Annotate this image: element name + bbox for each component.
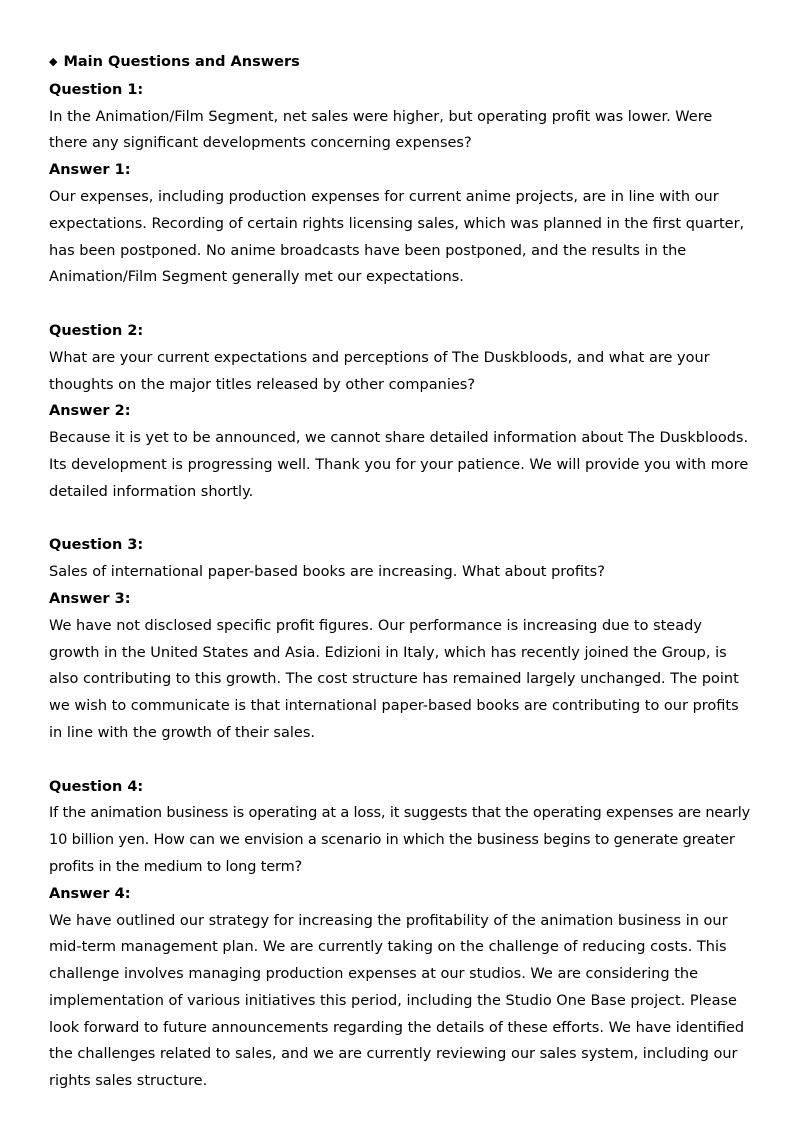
answer-text: We have outlined our strategy for increasing the profitability of the animation business in our mid-term management plan. We are currently taking on the challenge of reducing costs. This challenge involves managing production expenses at our studios. We are considering the implementation of various initiatives this period, including the Studio One Base project. Please look forward to future announcements regarding the details of these efforts. We have identified the challenges related to sales, and we are currently reviewing our sales system, including our rights sales structure. [49, 912, 745, 1090]
answer-text: Because it is yet to be announced, we cannot share detailed information about The Duskbloods. Its development is progressing well. Thank you for your patience. We will provide you with more detailed information shortly. [49, 430, 749, 500]
qa-item-4 [49, 774, 751, 1096]
section-heading [49, 49, 751, 77]
question-label: Question 4: [49, 778, 144, 795]
question-label: Question 1: [49, 81, 144, 98]
question-label: Question 3: [49, 537, 144, 554]
question-text: Sales of international paper-based books are increasing. What about profits? [49, 564, 605, 581]
answer-label: Answer 3: [49, 590, 131, 607]
qa-item-2 [49, 318, 751, 506]
answer-label: Answer 1: [49, 162, 131, 179]
qa-item-3 [49, 532, 751, 746]
question-label: Question 2: [49, 322, 144, 339]
answer-text: We have not disclosed specific profit figures. Our performance is increasing due to steady growth in the United States and Asia. Edizioni in Italy, which has recently joined the Group, is also contributing to this growth. The cost structure has remained largely unchanged. The point we wish to communicate is that international paper-based books are contributing to our profits in line with the growth of their sales. [49, 617, 739, 741]
section-title: Main Questions and Answers [63, 54, 300, 70]
answer-text: Our expenses, including production expenses for current anime projects, are in line with our expectations. Recording of certain rights licensing sales, which was planned in the first quarter, has been postponed. No anime broadcasts have been postponed, and the results in the Animation/Film Segment generally met our expectations. [49, 188, 745, 286]
question-text: If the animation business is operating at a loss, it suggests that the operating expenses are nearly 10 billion yen. How can we envision a scenario in which the business begins to generate greater profits in the medium to long term? [49, 805, 751, 875]
diamond-bullet-icon: ◆ [49, 55, 58, 68]
question-text: What are your current expectations and perceptions of The Duskbloods, and what are your thoughts on the major titles released by other companies? [49, 349, 710, 393]
qa-item-1 [49, 77, 751, 291]
question-text: In the Animation/Film Segment, net sales were higher, but operating profit was lower. Were there any significant developments concerning expenses? [49, 108, 713, 152]
answer-label: Answer 2: [49, 403, 131, 420]
answer-label: Answer 4: [49, 885, 131, 902]
